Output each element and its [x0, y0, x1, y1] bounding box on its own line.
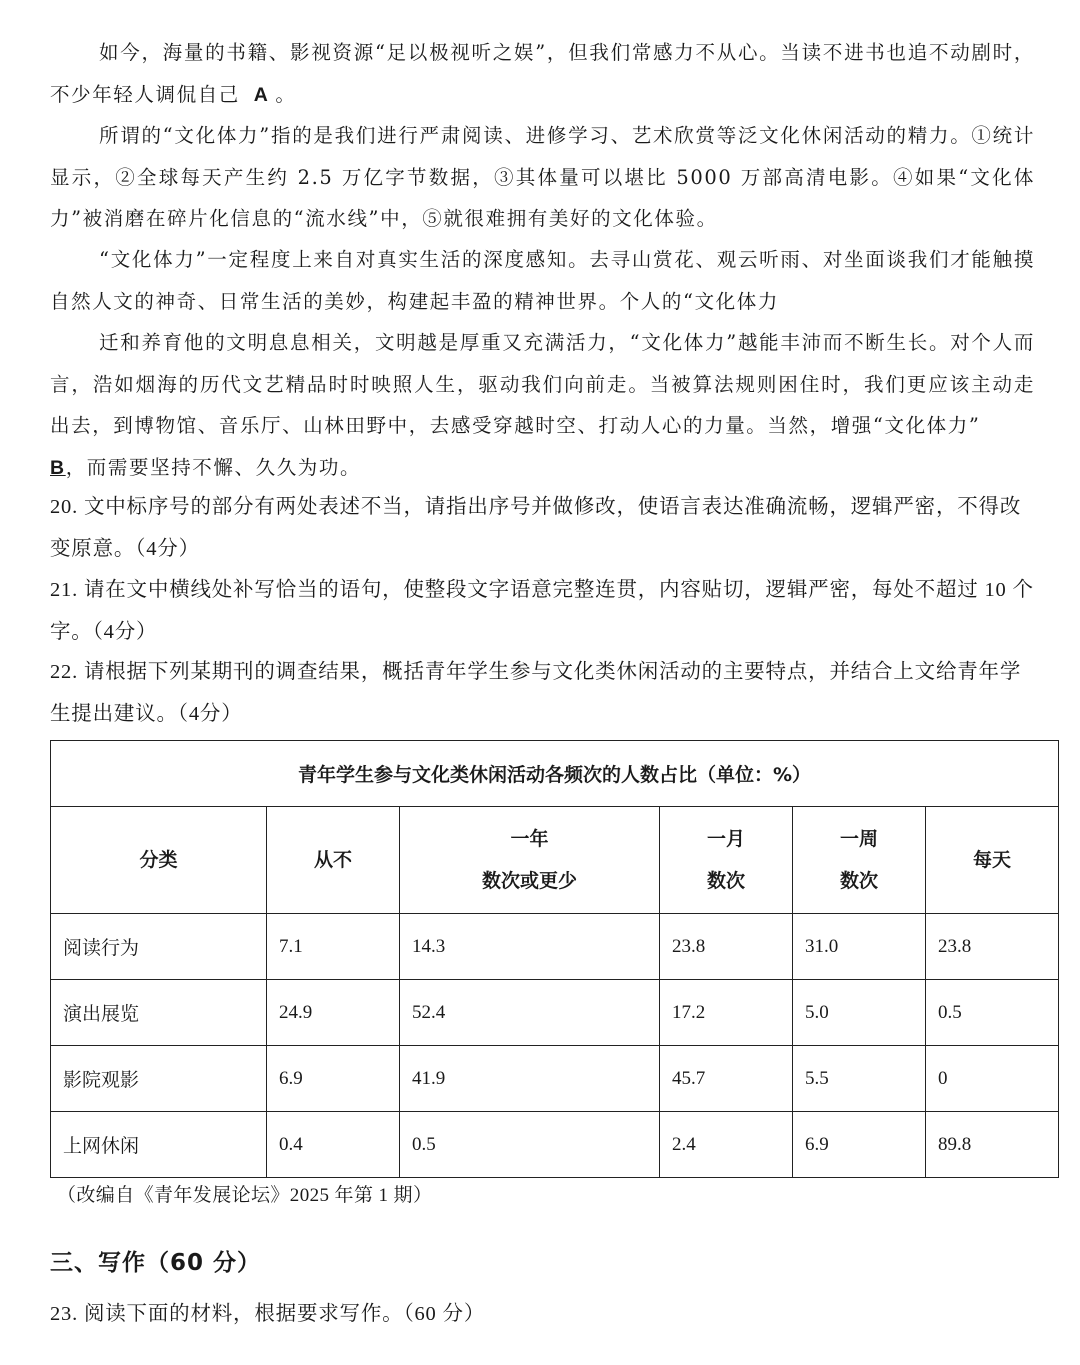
table-source: （改编自《青年发展论坛》2025 年第 1 期） — [57, 1185, 433, 1206]
cell-yearly: 0.5 — [400, 1112, 660, 1178]
cell-weekly: 31.0 — [793, 914, 926, 980]
cell-daily: 0.5 — [926, 980, 1059, 1046]
cell-weekly: 6.9 — [793, 1112, 926, 1178]
cell-weekly: 5.5 — [793, 1046, 926, 1112]
cell-monthly: 17.2 — [660, 980, 793, 1046]
cell-never: 24.9 — [267, 980, 400, 1046]
table-row — [51, 914, 1059, 980]
cell-never: 7.1 — [267, 914, 400, 980]
cell-never: 6.9 — [267, 1046, 400, 1112]
passage-paragraph-3: “文化体力”一定程度上来自对真实生活的深度感知。去寻山赏花、观云听雨、对坐面谈我们才能触摸自然人文的神奇、日常生活的美妙，构建起丰盈的精神世界。个人的“文化体力 — [50, 248, 1035, 313]
header-category: 分类 — [51, 807, 267, 914]
cell-yearly: 52.4 — [400, 980, 660, 1046]
cell-category: 演出展览 — [51, 980, 267, 1046]
passage-text: ，而需要坚持不懈、久久为功。 — [65, 455, 362, 479]
blank-a: A — [253, 83, 270, 106]
cell-weekly: 5.0 — [793, 980, 926, 1046]
header-never: 从不 — [267, 807, 400, 914]
question-23: 23. 阅读下面的材料，根据要求写作。（60 分） — [50, 1303, 486, 1325]
passage-paragraph-1 — [50, 32, 1035, 116]
header-monthly: 一月 数次 — [660, 807, 793, 914]
cell-category: 阅读行为 — [51, 914, 267, 980]
question-20: 20. 文中标序号的部分有两处表述不当，请指出序号并做修改，使语言表达准确流畅，逻辑严密，不得改变原意。（4分） — [50, 496, 1022, 560]
cell-daily: 89.8 — [926, 1112, 1059, 1178]
passage-text: 如今，海量的书籍、影视资源“足以极视听之娱”，但我们常感力不从心。当读不进书也追不动剧时，不少年轻人调侃自己 — [50, 41, 1035, 106]
cell-daily: 23.8 — [926, 914, 1059, 980]
table-header-row — [51, 807, 1059, 914]
cell-category: 上网休闲 — [51, 1112, 267, 1178]
passage-paragraph-4 — [50, 322, 1035, 489]
header-yearly: 一年 数次或更少 — [400, 807, 660, 914]
table-row — [51, 1112, 1059, 1178]
section-title-writing: 三、写作（60 分） — [50, 1250, 262, 1276]
cell-monthly: 23.8 — [660, 914, 793, 980]
blank-b: B — [50, 456, 66, 479]
question-21: 21. 请在文中横线处补写恰当的语句，使整段文字语意完整连贯，内容贴切，逻辑严密，每处不超过 10 个字。（4分） — [50, 579, 1034, 643]
table-title: 青年学生参与文化类休闲活动各频次的人数占比（单位：%） — [51, 741, 1059, 807]
survey-table — [50, 740, 1059, 1178]
cell-yearly: 41.9 — [400, 1046, 660, 1112]
passage-paragraph-2: 所谓的“文化体力”指的是我们进行严肃阅读、进修学习、艺术欣赏等泛文化休闲活动的精力。①统计显示，②全球每天产生约 2.5 万亿字节数据，③其体量可以堪比 5000 万部高清电影。④如果“文化体力”被消磨在碎片化信息的“流水线”中，⑤就很难拥有美好的文化体验。 — [50, 124, 1035, 230]
table-row — [51, 980, 1059, 1046]
cell-category: 影院观影 — [51, 1046, 267, 1112]
passage-text: 迁和养育他的文明息息相关，文明越是厚重又充满活力，“文化体力”越能丰沛而不断生长。对个人而言，浩如烟海的历代文艺精品时时映照人生，驱动我们向前走。当被算法规则困住时，我们更应该主动走出去，到博物馆、音乐厅、山林田野中，去感受穿越时空、打动人心的力量。当然，增强“文化体力” — [50, 331, 1035, 437]
question-22: 22. 请根据下列某期刊的调查结果，概括青年学生参与文化类休闲活动的主要特点，并结合上文给青年学生提出建议。（4分） — [50, 661, 1022, 725]
cell-daily: 0 — [926, 1046, 1059, 1112]
header-weekly: 一周 数次 — [793, 807, 926, 914]
cell-monthly: 45.7 — [660, 1046, 793, 1112]
header-daily: 每天 — [926, 807, 1059, 914]
cell-yearly: 14.3 — [400, 914, 660, 980]
table-row — [51, 1046, 1059, 1112]
passage-text: 。 — [275, 82, 297, 106]
cell-never: 0.4 — [267, 1112, 400, 1178]
cell-monthly: 2.4 — [660, 1112, 793, 1178]
